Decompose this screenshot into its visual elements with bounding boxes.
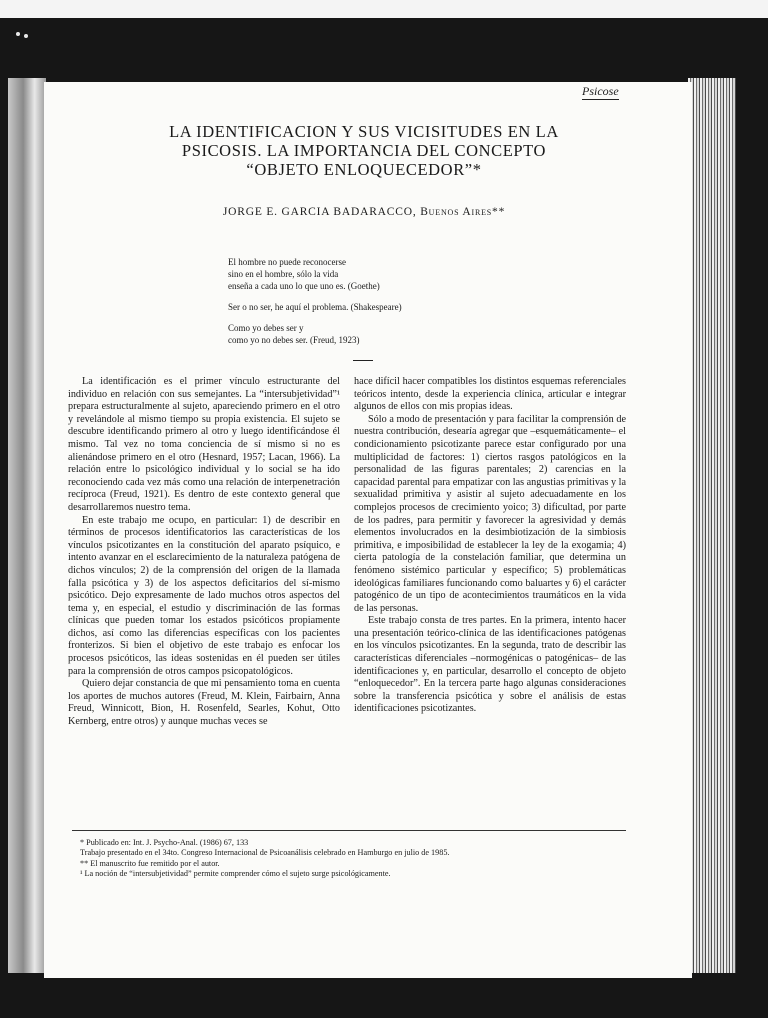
document-page: [44, 82, 692, 978]
footnote: ** El manuscrito fue remitido por el autor.: [80, 858, 220, 868]
paragraph: Este trabajo consta de tres partes. En la primera, intento hacer una presentación teórico-clínica de las identificaciones patógenas en los vínculos psicotizantes. En la segunda, trato de describir las características diferenciales –normogénicas o patogénicas– de las identificaciones y, en particular, desarrollo el concepto de objeto “enloquecedor”. En la tercera parte hago algunas consideraciones sobre la transferencia psicótica y sobre el análisis de estas identificaciones psicotizantes.: [354, 615, 626, 715]
paragraph: En este trabajo me ocupo, en particular: 1) de describir en términos de procesos identificatorios las características de los vínculos psicotizantes en la constitución del aparato psíquico, e intento avanzar en el esclarecimiento de la naturaleza patógena de dichos vínculos; 2) de la comprensión del origen de la llamada falla psicótica y 3) de los aspectos deficitarios del sí-mismo psicótico. Dejo expresamente de lado muchos otros aspectos del tema y, en especial, el estudio y discriminación de las formas clínicas que pueden tomar los estados psicóticos propiamente dichos, así como las diferencias específicas con los pacientes fronterizos. Si bien el objetivo de este trabajo es enfocar los procesos psicóticos, las ideas sostenidas en él pueden ser útiles para la comprensión de otros campos psicopatológicos.: [68, 514, 340, 677]
page-edges: [688, 78, 736, 973]
paragraph: La identificación es el primer vínculo estructurante del individuo en relación con sus semejantes. La “intersubjetividad”¹ prepara estructuralmente al sujeto, apareciendo primero en el otro y revelándole al mismo tiempo su propia existencia. El sujeto se descubre identificando primero al otro y luego identificándose él mismo. Tal vez no toma conciencia de sí mismo si no es alienándose primero en el otro (Hesnard, 1957; Lacan, 1966). La relación entre lo psicológico individual y lo social se ha ido reconociendo cada vez más como una relación de interpenetración recíproca (Freud, 1921). Es dentro de este contexto general que desarrollaremos nuestro tema.: [68, 376, 340, 513]
right-column: [354, 376, 626, 716]
article-title: [84, 122, 644, 179]
scan-artifact: [16, 32, 30, 38]
title-line: PSICOSIS. LA IMPORTANCIA DEL CONCEPTO: [181, 141, 547, 160]
author-name: JORGE E. GARCIA BADARACCO,: [222, 206, 417, 218]
handwritten-annotation: Psicose: [582, 84, 619, 98]
author-line: [84, 206, 644, 218]
paragraph: Quiero dejar constancia de que mi pensamiento toma en cuenta los aportes de muchos autores (Freud, M. Klein, Fairbairn, Anna Freud, Winnicott, Bion, H. Rosenfeld, Searles, Kohut, Otto Kernberg, entre otros) y aunque muchas veces se: [68, 678, 340, 728]
author-place: Buenos Aires**: [420, 206, 506, 218]
epigraph: Como yo debes ser y como yo no debes ser. (Freud, 1923): [228, 323, 360, 345]
footnote: ¹ La noción de “intersubjetividad” permite comprender cómo el sujeto surge psicológicamente.: [80, 869, 391, 879]
epigraph: El hombre no puede reconocerse sino en el hombre, sólo la vida enseña a cada uno lo que uno es. (Goethe): [228, 257, 380, 291]
title-line: LA IDENTIFICACION Y SUS VICISITUDES EN LA: [169, 122, 559, 141]
scan-top-strip: [0, 0, 768, 18]
book-spine: [8, 78, 46, 973]
footnote: Trabajo presentado en el 34to. Congreso Internacional de Psicoanálisis celebrado en Hamburgo en julio de 1985.: [80, 848, 450, 858]
epigraph: Ser o no ser, he aquí el problema. (Shakespeare): [228, 302, 402, 312]
paragraph: hace difícil hacer compatibles los distintos esquemas referenciales teóricos intento, desde la experiencia clínica, articular e integrar algunos de ellos con mis propias ideas.: [354, 376, 626, 413]
title-line: “OBJETO ENLOQUECEDOR”*: [246, 160, 482, 179]
footnotes: [80, 838, 640, 880]
section-divider: [353, 360, 373, 361]
footnote: * Publicado en: Int. J. Psycho-Anal. (1986) 67, 133: [80, 838, 249, 847]
left-column: [68, 376, 340, 729]
footnote-rule: [72, 830, 626, 831]
paragraph: Sólo a modo de presentación y para facilitar la comprensión de nuestra contribución, desearía agregar que –esquemáticamente– el condicionamiento psicotizante parece estar configurado por una multiplicidad de factores: 1) ciertos rasgos patológicos en la personalidad de las figuras parentales; 2) carencias en la capacidad parental para empatizar con las angustias primitivas y la sexualidad primitiva y asistir al sujeto adecuadamente en los complejos procesos de crecimiento yoico; 3) dificultad, por parte de los padres, para permitir y favorecer la agresividad y demás elementos involucrados en la desimbiotización de la simbiosis primitiva, e imposibilidad de establecer la ley de la exogamia; 4) cierta patología de la constelación familiar, que determina un fenómeno sistémico particular y específico; 5) problemáticas ideológicas familiares funcionando como baluartes y 6) el carácter patogénico de un tipo de acontecimientos traumáticos en la vida de las personas.: [354, 413, 626, 614]
epigraphs: [228, 256, 568, 355]
